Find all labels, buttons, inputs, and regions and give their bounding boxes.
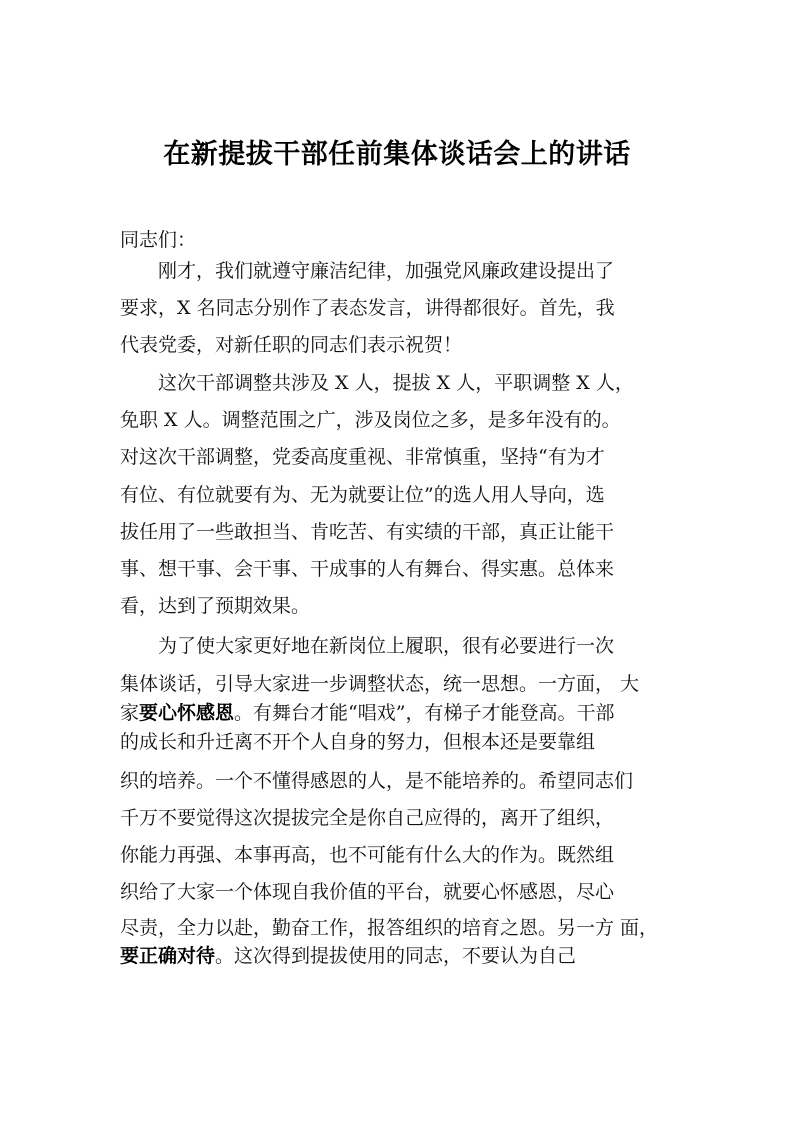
line-text: 家: [120, 702, 140, 724]
paragraph-line: 刚才，我们就遵守廉洁纪律，加强党风廉政建设提出了: [158, 260, 615, 282]
emphasis-text: 要心怀感恩: [139, 702, 235, 724]
paragraph-line: 免职 X 人。调整范围之广，涉及岗位之多，是多年没有的。: [120, 409, 621, 431]
line-text: 。有舞台才能“唱戏”，有梯子才能登高。干部: [234, 702, 615, 724]
paragraph-line: 对这次干部调整，党委高度重视、非常慎重，坚持“有为才: [120, 446, 605, 468]
paragraph-line: 为了使大家更好地在新岗位上履职，很有必要进行一次: [158, 635, 615, 657]
paragraph-line: 你能力再强、本事再高，也不可能有什么大的作为。既然组: [120, 844, 615, 866]
paragraph-line: 织给了大家一个体现自我价值的平台，就要心怀感恩，尽心: [120, 881, 615, 903]
paragraph-line: 尽责，全力以赴，勤奋工作，报答组织的培育之恩。另一方 面，: [120, 917, 659, 939]
paragraph-line: 代表党委，对新任职的同志们表示祝贺！: [120, 334, 463, 356]
salutation: 同志们：: [120, 229, 197, 251]
emphasis-text: 要正确对待: [120, 945, 216, 967]
paragraph-line: 集体谈话，引导大家进一步调整状态，统一思想。一方面， 大: [120, 673, 640, 695]
paragraph-line: 的成长和升迁离不开个人自身的努力，但根本还是要靠组: [120, 731, 596, 753]
line-text: 。这次得到提拔使用的同志，不要认为自己: [215, 945, 577, 967]
paragraph-line-mixed: [120, 947, 576, 966]
paragraph-line: 织的培养。一个不懂得感恩的人，是不能培养的。希望同志们: [120, 770, 634, 792]
paragraph-line-mixed: [120, 704, 614, 723]
paragraph-line: 事、想干事、会干事、干成事的人有舞台、得实惠。总体来: [120, 558, 615, 580]
paragraph-line: 有位、有位就要有为、无为就要让位”的选人用人导向，选: [120, 484, 605, 506]
paragraph-line: 看，达到了预期效果。: [120, 595, 311, 617]
paragraph-line: 千万不要觉得这次提拔完全是你自己应得的，离开了组织，: [120, 807, 615, 829]
paragraph-line: 这次干部调整共涉及 X 人，提拔 X 人，平职调整 X 人，: [158, 372, 634, 394]
document-title: 在新提拔干部任前集体谈话会上的讲话: [163, 139, 631, 170]
paragraph-line: 拔任用了一些敢担当、肯吃苦、有实绩的干部，真正让能干: [120, 521, 615, 543]
paragraph-line: 要求，X 名同志分别作了表态发言，讲得都很好。首先，我: [120, 297, 615, 319]
